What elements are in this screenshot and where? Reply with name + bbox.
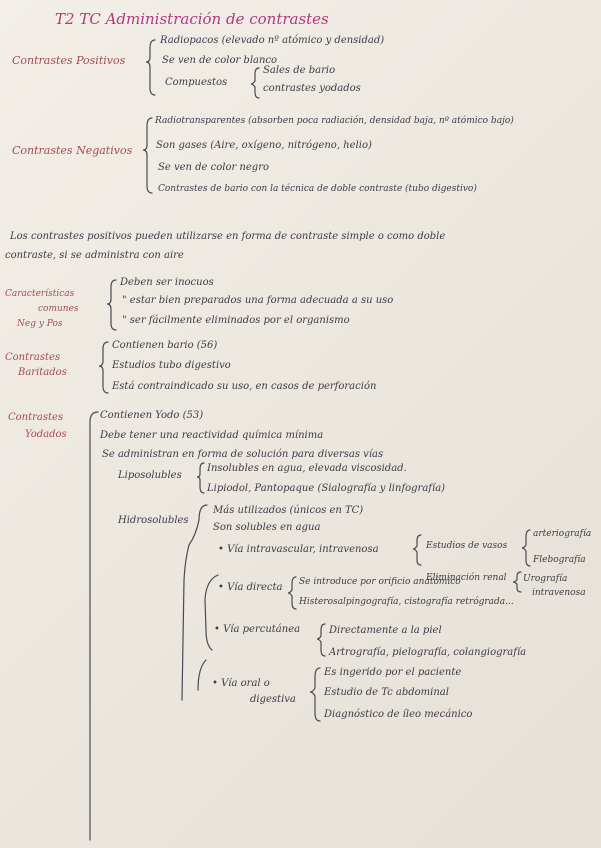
via-directa-label: • Vía directa — [218, 582, 283, 593]
positivos-item: Compuestos — [165, 77, 228, 88]
hidrosolubles-item: Más utilizados (únicos en TC) — [213, 505, 364, 516]
eliminacion-label: Eliminación renal — [426, 573, 507, 583]
baritados-item: Estudios tubo digestivo — [112, 360, 231, 371]
via-percutanea-item: Artrografía, pielografía, colangiografía — [329, 647, 527, 658]
baritados-item: Está contraindicado su uso, en casos de perforación — [112, 381, 377, 392]
compuestos-item: Sales de bario — [263, 65, 336, 76]
negativos-item: Radiotransparentes (absorben poca radiación, densidad baja, nº atómico bajo) — [155, 116, 514, 126]
yodados-item: Debe tener una reactividad química mínima — [100, 430, 324, 441]
compuestos-item: contrastes yodados — [263, 83, 361, 94]
estudios-item: Flebografía — [533, 555, 586, 565]
negativos-heading: Contrastes Negativos — [12, 144, 133, 157]
baritados-heading: Contrastes — [5, 352, 61, 363]
hidrosolubles-item: Son solubles en agua — [213, 522, 321, 533]
yodados-heading: Yodados — [25, 429, 67, 440]
yodados-item: Se administran en forma de solución para diversas vías — [102, 449, 384, 460]
negativos-item: Contrastes de bario con la técnica de doble contraste (tubo digestivo) — [158, 184, 477, 194]
liposolubles-item: Insolubles en agua, elevada viscosidad. — [207, 463, 407, 474]
baritados-item: Contienen bario (56) — [112, 340, 218, 351]
via-directa-item: Histerosalpingografía, cistografía retrógrada... — [299, 597, 514, 607]
estudios-item: arteriografía — [533, 529, 592, 539]
via-oral-label: digestiva — [250, 694, 296, 705]
via-percutanea-label: • Vía percutánea — [214, 624, 301, 635]
eliminacion-result: intravenosa — [532, 588, 586, 598]
comunes-heading: comunes — [38, 304, 79, 314]
baritados-heading: Baritados — [18, 367, 67, 378]
comunes-item: " ser fácilmente eliminados por el organismo — [122, 315, 350, 326]
yodados-heading: Contrastes — [8, 412, 64, 423]
positivos-item: Radiopacos (elevado nº atómico y densidad) — [160, 35, 385, 46]
positivos-item: Se ven de color blanco — [162, 55, 278, 66]
page-title: T2 TC Administración de contrastes — [55, 10, 329, 28]
eliminacion-result: Urografía — [523, 574, 568, 584]
liposolubles-label: Liposolubles — [118, 470, 182, 481]
paragraph-line: contraste, si se administra con aire — [5, 250, 184, 261]
via-intravascular-label: • Vía intravascular, intravenosa — [218, 544, 379, 555]
estudios-label: Estudios de vasos — [426, 541, 508, 551]
via-oral-item: Estudio de Tc abdominal — [324, 687, 449, 698]
positivos-heading: Contrastes Positivos — [12, 54, 126, 67]
comunes-item: Deben ser inocuos — [120, 277, 214, 288]
via-oral-item: Es ingerido por el paciente — [324, 667, 462, 678]
via-percutanea-item: Directamente a la piel — [329, 625, 442, 636]
via-directa-item: Se introduce por orificio anatómico — [299, 577, 461, 587]
comunes-heading: Neg y Pos — [17, 319, 63, 329]
negativos-item: Se ven de color negro — [158, 162, 269, 173]
paragraph-line: Los contrastes positivos pueden utilizarse en forma de contraste simple o como doble — [10, 231, 446, 242]
comunes-item: " estar bien preparados una forma adecuada a su uso — [122, 295, 394, 306]
liposolubles-item: Lipiodol, Pantopaque (Sialografía y linfografía) — [207, 483, 446, 494]
via-oral-item: Diagnóstico de íleo mecánico — [324, 709, 473, 720]
yodados-item: Contienen Yodo (53) — [100, 410, 204, 421]
negativos-item: Son gases (Aire, oxígeno, nitrógeno, helio) — [156, 140, 372, 151]
hidrosolubles-label: Hidrosolubles — [118, 515, 189, 526]
comunes-heading: Características — [5, 289, 75, 299]
via-oral-label: • Vía oral o — [212, 678, 270, 689]
